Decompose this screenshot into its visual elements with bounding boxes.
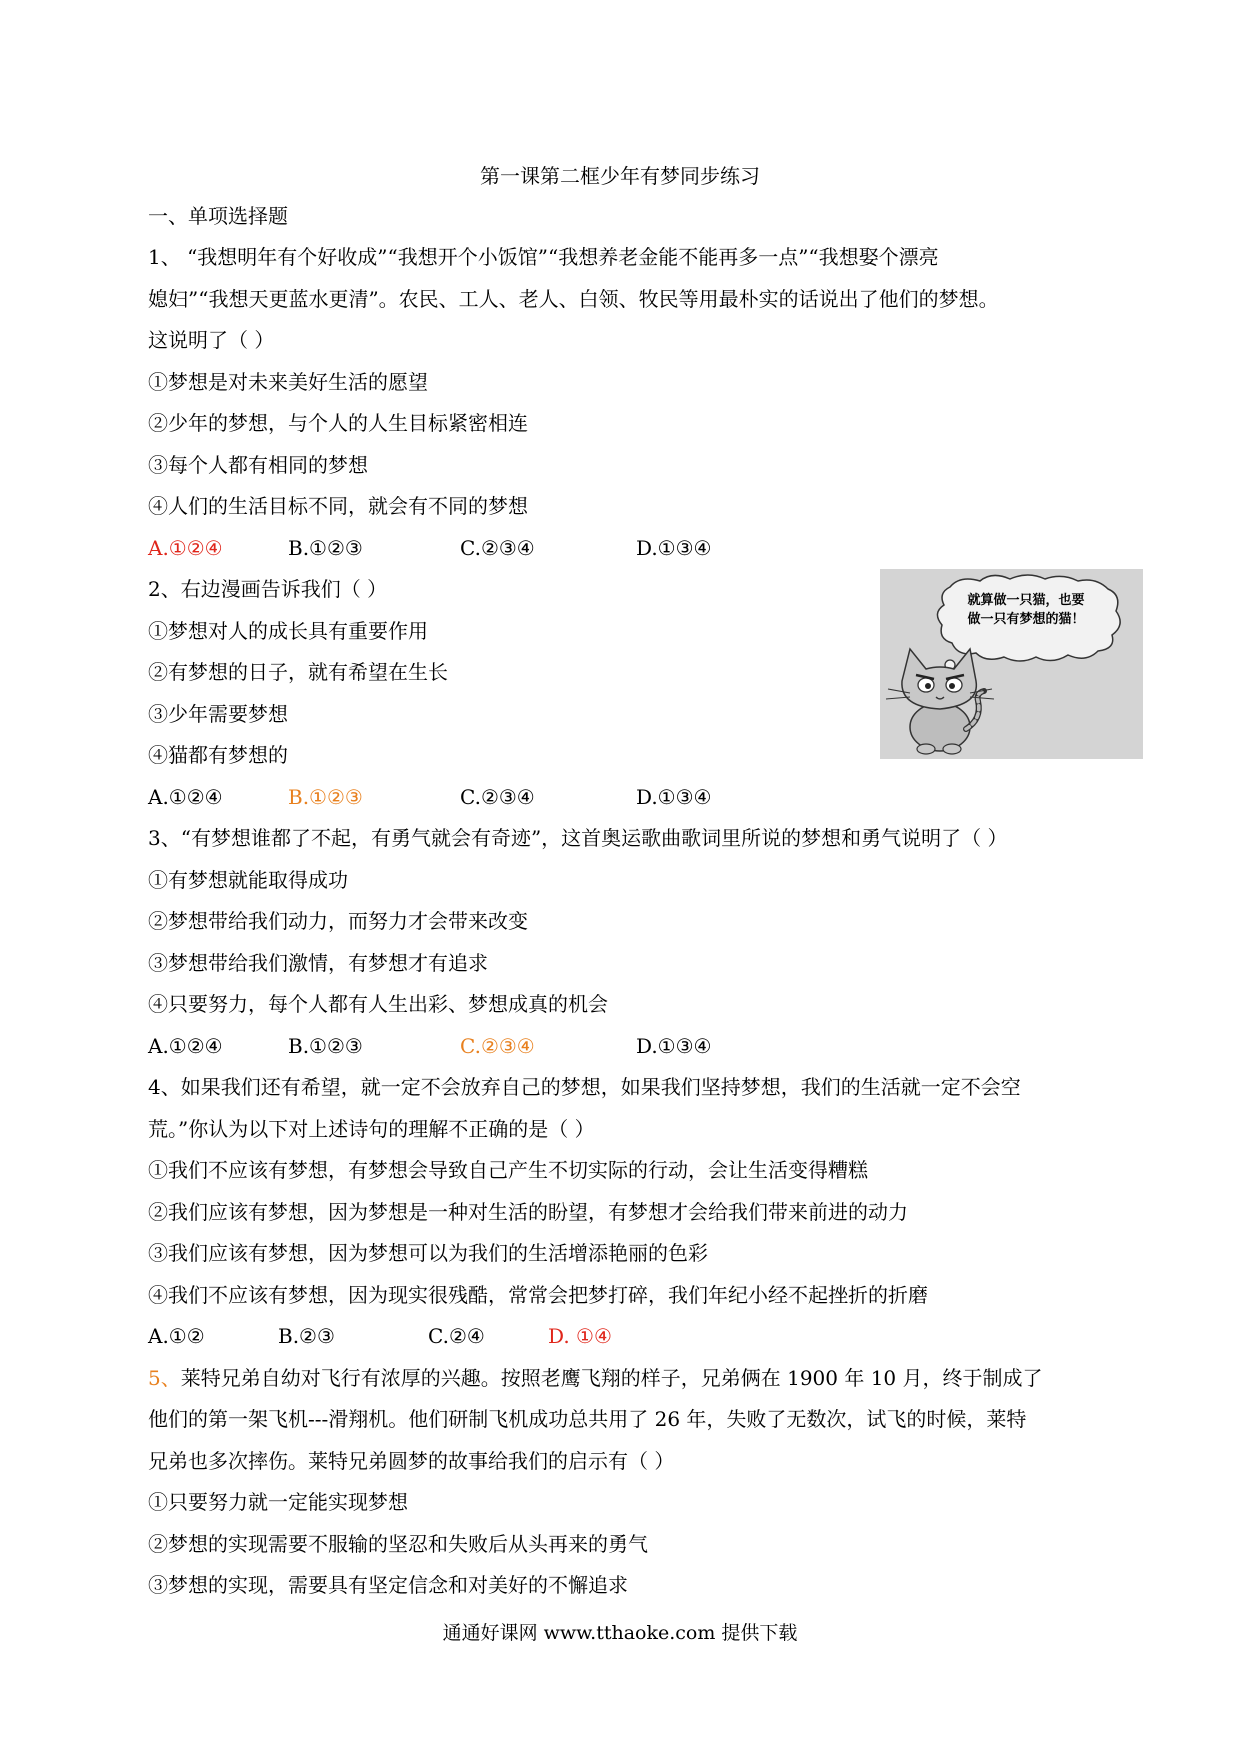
q3-item: ②梦想带给我们动力，而努力才会带来改变 xyxy=(148,909,528,933)
q3-option-d: D.①③④ xyxy=(636,1034,712,1058)
q3-item: ③梦想带给我们激情，有梦想才有追求 xyxy=(148,951,488,975)
q3-stem-line: 3、“有梦想谁都了不起，有勇气就会有奇迹”，这首奥运歌曲歌词里所说的梦想和勇气说明了（ ） xyxy=(148,826,1008,850)
q4-stem-line: 荒。”你认为以下对上述诗句的理解不正确的是（ ） xyxy=(148,1117,595,1141)
q1-option-c: C.②③④ xyxy=(460,536,535,560)
section-heading: 一、单项选择题 xyxy=(148,204,288,228)
q3-option-a: A.①②④ xyxy=(148,1034,223,1058)
q4-option-d: D. ①④ xyxy=(548,1324,612,1348)
q1-item: ③每个人都有相同的梦想 xyxy=(148,453,368,477)
page-footer: 通通好课网 www.tthaoke.com 提供下载 xyxy=(442,1622,798,1644)
q5-item: ③梦想的实现，需要具有坚定信念和对美好的不懈追求 xyxy=(148,1573,628,1597)
q5-number: 5、 xyxy=(148,1366,181,1390)
q4-option-b: B.②③ xyxy=(278,1324,335,1348)
q1-stem-line: 这说明了（ ） xyxy=(148,328,275,352)
cartoon-speech-line: 做一只有梦想的猫！ xyxy=(967,612,1085,627)
q4-stem-line: 4、如果我们还有希望，就一定不会放弃自己的梦想，如果我们坚持梦想，我们的生活就一定不会空 xyxy=(148,1075,1021,1099)
q2-option-b: B.①②③ xyxy=(288,785,363,809)
q1-option-a: A.①②④ xyxy=(148,536,223,560)
q2-item: ①梦想对人的成长具有重要作用 xyxy=(148,619,428,643)
q4-option-a: A.①② xyxy=(148,1324,205,1348)
cartoon-speech xyxy=(946,591,1106,629)
q4-item: ④我们不应该有梦想，因为现实很残酷，常常会把梦打碎，我们年纪小经不起挫折的折磨 xyxy=(148,1283,928,1307)
page-title: 第一课第二框少年有梦同步练习 xyxy=(480,164,760,188)
q2-item: ②有梦想的日子，就有希望在生长 xyxy=(148,660,448,684)
q1-item: ②少年的梦想，与个人的人生目标紧密相连 xyxy=(148,411,528,435)
q5-stem-text: 莱特兄弟自幼对飞行有浓厚的兴趣。按照老鹰飞翔的样子，兄弟俩在 1900 年 10 月，终于制成了 xyxy=(180,1366,1043,1390)
q1-stem-line: 1、 “我想明年有个好收成”“我想开个小饭馆”“我想养老金能不能再多一点”“我想娶个漂亮 xyxy=(148,245,939,269)
cat-head xyxy=(902,649,976,709)
q4-item: ③我们应该有梦想，因为梦想可以为我们的生活增添艳丽的色彩 xyxy=(148,1241,708,1265)
q5-stem-line: 他们的第一架飞机---滑翔机。他们研制飞机成功总共用了 26 年，失败了无数次，试飞的时候，莱特 xyxy=(148,1407,1027,1431)
cat-body xyxy=(910,703,970,751)
q3-item: ①有梦想就能取得成功 xyxy=(148,868,348,892)
q3-option-c: C.②③④ xyxy=(460,1034,535,1058)
cat-cartoon-image xyxy=(880,569,1143,759)
q2-option-a: A.①②④ xyxy=(148,785,223,809)
q1-option-d: D.①③④ xyxy=(636,536,712,560)
q1-stem-line: 媳妇”“我想天更蓝水更清”。农民、工人、老人、白领、牧民等用最朴实的话说出了他们的梦想。 xyxy=(148,287,999,311)
cat-paw xyxy=(917,744,935,754)
q1-option-b: B.①②③ xyxy=(288,536,363,560)
q2-stem-line: 2、右边漫画告诉我们（ ） xyxy=(148,577,388,601)
cat-pupil xyxy=(949,683,955,689)
cartoon-speech-line: 就算做一只猫，也要 xyxy=(967,593,1085,608)
q2-option-d: D.①③④ xyxy=(636,785,712,809)
q3-option-b: B.①②③ xyxy=(288,1034,363,1058)
q5-stem-line xyxy=(148,1365,1043,1391)
q1-item: ④人们的生活目标不同，就会有不同的梦想 xyxy=(148,494,528,518)
q4-item: ①我们不应该有梦想，有梦想会导致自己产生不切实际的行动，会让生活变得糟糕 xyxy=(148,1158,868,1182)
q4-item: ②我们应该有梦想，因为梦想是一种对生活的盼望，有梦想才会给我们带来前进的动力 xyxy=(148,1200,908,1224)
q5-item: ②梦想的实现需要不服输的坚忍和失败后从头再来的勇气 xyxy=(148,1532,648,1556)
q3-item: ④只要努力，每个人都有人生出彩、梦想成真的机会 xyxy=(148,992,608,1016)
q2-item: ③少年需要梦想 xyxy=(148,702,288,726)
q1-item: ①梦想是对未来美好生活的愿望 xyxy=(148,370,428,394)
q5-stem-line: 兄弟也多次摔伤。莱特兄弟圆梦的故事给我们的启示有（ ） xyxy=(148,1449,675,1473)
cat-pupil xyxy=(925,683,931,689)
q2-option-c: C.②③④ xyxy=(460,785,535,809)
q4-option-c: C.②④ xyxy=(428,1324,485,1348)
q5-item: ①只要努力就一定能实现梦想 xyxy=(148,1490,408,1514)
q2-item: ④猫都有梦想的 xyxy=(148,743,288,767)
cat-paw xyxy=(943,744,961,754)
